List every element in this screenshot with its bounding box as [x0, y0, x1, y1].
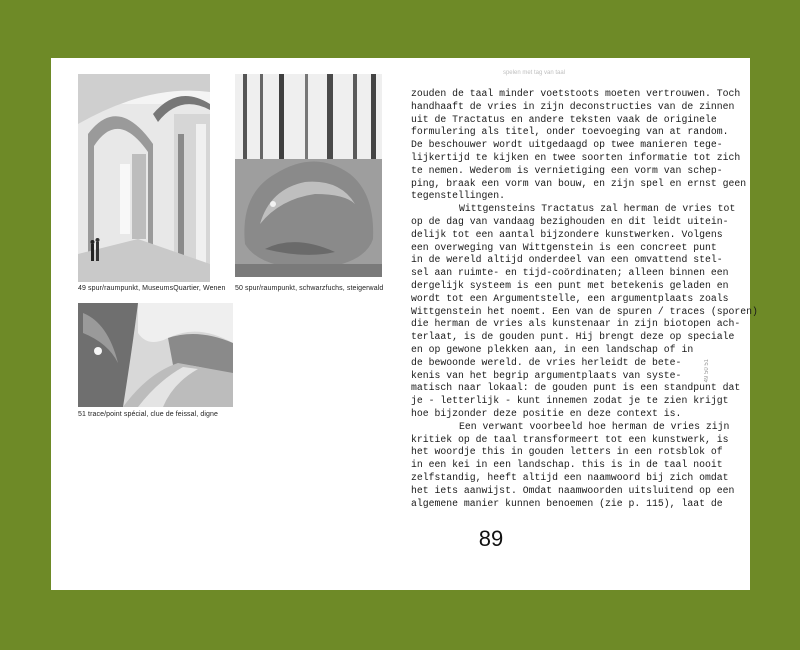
body-text-line: kritiek op de taal transformeert tot een kunstwerk, is	[411, 433, 729, 445]
body-text-line: tegenstellingen.	[411, 190, 506, 202]
body-text-line: het iets aanwijst. Omdat naamwoorden uitsluitend op een	[411, 484, 735, 496]
figure-50-caption: 50 spur/raumpunkt, schwarzfuchs, steigerwald	[235, 285, 384, 292]
body-text-line: in een kei in een landschap. this is in de taal nooit	[411, 459, 723, 471]
body-text-line: het woordje this in gouden letters in een rotsblok of	[411, 446, 723, 458]
body-text	[411, 88, 758, 510]
body-text-line: hoe bijzonder deze positie en deze context is.	[411, 407, 682, 419]
body-text-line: ping, braak een vorm van bouw, en zijn spel en ernst geen	[411, 177, 747, 189]
body-text-line: zelfstandig, heeft altijd een naamwoord bij zich omdat	[411, 471, 729, 483]
body-text-line: de bewoonde wereld. de vries herleidt de bete-	[411, 356, 682, 368]
body-text-line: dergelijk systeem is een punt met betekenis geladen en	[411, 279, 729, 291]
body-text-line: De beschouwer wordt uitgedaagd op twee manieren tege-	[411, 139, 723, 151]
figure-51-road-photo	[78, 303, 233, 407]
page-number: 89	[478, 526, 504, 551]
running-header: spelen met tag van taal	[502, 70, 566, 76]
margin-figure-reference: 49 50 51	[704, 359, 710, 383]
body-text-line: zouden de taal minder voetstoots moeten vertrouwen. Toch	[411, 88, 741, 99]
body-text-line: je - letterlijk - kunt innemen zodat je te zien krijgt	[411, 395, 729, 407]
body-text-line: delijk tot een aantal bijzondere kunstwerken. Volgens	[411, 228, 723, 240]
figure-50-boulder-photo	[235, 74, 382, 277]
body-text-line: uit de Tractatus en andere teksten vaak de originele	[411, 113, 717, 125]
body-text-line: Een verwant voorbeeld hoe herman de vries zijn	[459, 420, 730, 432]
body-text-line: te nemen. Wederom is vernietiging een vorm van schep-	[411, 164, 723, 176]
figure-49-caption: 49 spur/raumpunkt, MuseumsQuartier, Wenen	[78, 285, 226, 292]
body-text-line: formulering als titel, onder toevoeging van at random.	[411, 126, 729, 138]
figure-49-arcade-photo	[78, 74, 210, 282]
body-text-line: handhaaft de vries in zijn deconstructies van de zinnen	[411, 100, 735, 112]
figure-51-caption: 51 trace/point spécial, clue de feissal, digne	[78, 411, 219, 418]
body-text-line: matisch naar lokaal: de gouden punt is een standpunt dat	[411, 382, 741, 394]
body-text-line: kenis van het begrip argumentplaats van syste-	[411, 369, 682, 381]
body-text-line: algemene manier kunnen benoemen (zie p. 115), laat de	[411, 497, 723, 509]
body-text-line: sel aan ruimte- en tijd-coördinaten; alleen binnen een	[411, 267, 729, 279]
body-text-line: op de dag van vandaag bezighouden en dit leidt uitein-	[411, 215, 729, 227]
body-text-line: een overweging van Wittgenstein is een concreet punt	[411, 241, 717, 253]
body-text-line: wordt tot een Argumentstelle, een argumentplaats zoals	[411, 292, 729, 304]
body-text-line: lijkertijd te kijken en twee soorten informatie tot zich	[411, 151, 741, 163]
body-text-line: en op gewone plekken aan, in een landschap of in	[411, 343, 694, 355]
body-text-line: in de wereld altijd onderdeel van een omvattend stel-	[411, 254, 723, 266]
body-text-line: Wittgensteins Tractatus zal herman de vries tot	[459, 203, 736, 215]
book-spread	[51, 58, 758, 590]
body-text-line: Wittgenstein het noemt. Een van de spuren / traces (sporen)	[411, 305, 758, 317]
body-text-line: die herman de vries als kunstenaar in zijn biotopen ach-	[411, 318, 741, 330]
body-text-line: terlaat, is de gouden punt. Hij brengt deze op speciale	[411, 331, 735, 343]
